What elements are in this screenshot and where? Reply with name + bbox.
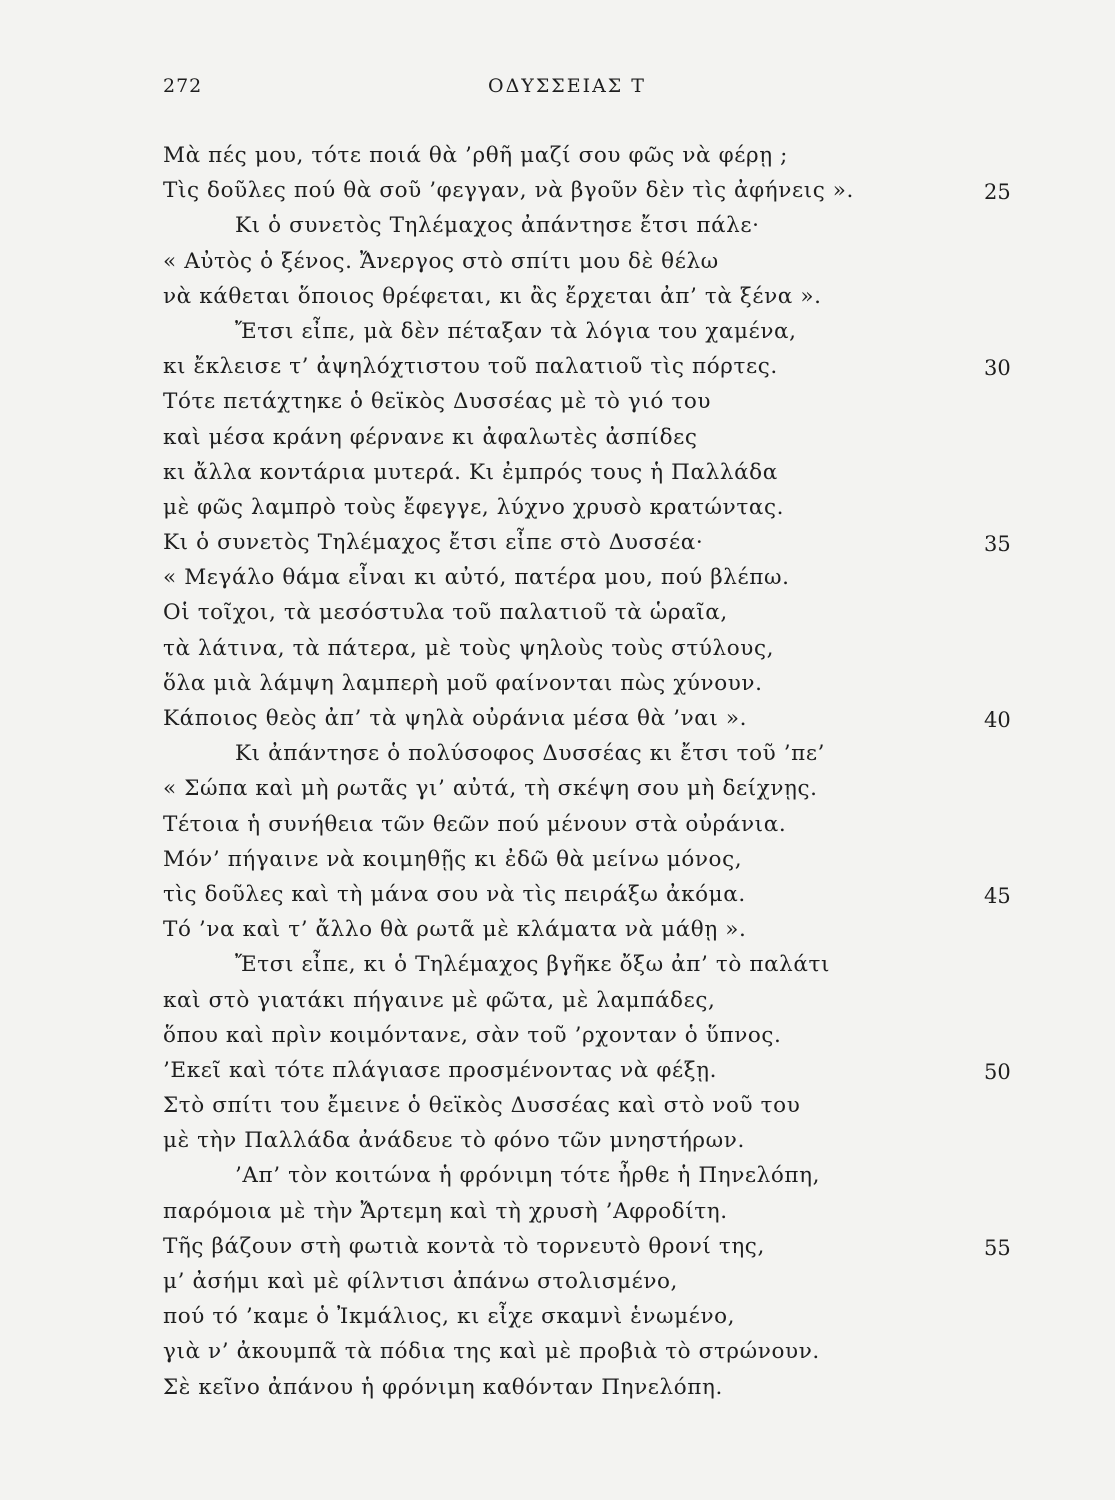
verse-line: Τέτοια ἡ συνήθεια τῶν θεῶν πού μένουν στὰ οὐράνια. (163, 811, 787, 837)
verse-line: νὰ κάθεται ὅποιος θρέφεται, κι ἂς ἔρχεται ἀπ’ τὰ ξένα ». (163, 283, 822, 309)
verse-line: Στὸ σπίτι του ἔμεινε ὁ θεϊκὸς Δυσσέας καὶ στὸ νοῦ του (163, 1093, 801, 1119)
line-number: 55 (984, 1236, 1011, 1261)
page-number: 272 (163, 75, 203, 97)
verse-line: Μὰ πές μου, τότε ποιά θὰ ’ρθῆ μαζί σου φῶς νὰ φέρῃ ; (163, 143, 788, 168)
verse-line: Κι ἀπάντησε ὁ πολύσοφος Δυσσέας κι ἔτσι τοῦ ’πε’ (235, 741, 826, 767)
verse-line: Τὶς δοῦλες πού θὰ σοῦ ’φεγγαν, νὰ βγοῦν δὲν τὶς ἀφήνεις ». (163, 178, 854, 204)
verse-line: παρόμοια μὲ τὴν Ἄρτεμη καὶ τὴ χρυσὴ ’Αφροδίτη. (163, 1198, 728, 1224)
verse-line: τὶς δοῦλες καὶ τὴ μάνα σου νὰ τὶς πειράξω ἀκόμα. (163, 881, 746, 907)
line-number: 50 (984, 1060, 1011, 1085)
verse-line: κι ἔκλεισε τ’ ἀψηλόχτιστου τοῦ παλατιοῦ τὶς πόρτες. (163, 354, 778, 380)
verse-line: πού τό ’καμε ὁ Ἰκμάλιος, κι εἶχε σκαμνὶ ἑνωμένο, (163, 1304, 736, 1330)
verse-line: καὶ μέσα κράνη φέρνανε κι ἀφαλωτὲς ἀσπίδες (163, 424, 698, 450)
verse-line: Τῆς βάζουν στὴ φωτιὰ κοντὰ τὸ τορνευτὸ θρονί της, (163, 1233, 765, 1259)
verse-line: Κάποιος θεὸς ἀπ’ τὰ ψηλὰ οὐράνια μέσα θὰ ’ναι ». (163, 706, 748, 731)
running-title: ΟΔΥΣΣΕΙΑΣ Τ (488, 75, 646, 97)
verse-line: Οἱ τοῖχοι, τὰ μεσόστυλα τοῦ παλατιοῦ τὰ ὡραῖα, (163, 600, 728, 626)
verse-line: Κι ὁ συνετὸς Τηλέμαχος ἔτσι εἶπε στὸ Δυσσέα· (163, 530, 704, 556)
verse-line: καὶ στὸ γιατάκι πήγαινε μὲ φῶτα, μὲ λαμπάδες, (163, 987, 716, 1013)
verse-line: ’Απ’ τὸν κοιτώνα ἡ φρόνιμη τότε ἦρθε ἡ Πηνελόπη, (235, 1163, 821, 1189)
line-number: 45 (984, 884, 1011, 909)
verse-line: « Αὐτὸς ὁ ξένος. Ἄνεργος στὸ σπίτι μου δὲ θέλω (163, 248, 719, 274)
verse-line: μ’ ἀσήμι καὶ μὲ φίλντισι ἀπάνω στολισμένο, (163, 1269, 678, 1294)
verse-line: μὲ τὴν Παλλάδα ἀνάδευε τὸ φόνο τῶν μνηστήρων. (163, 1128, 745, 1154)
line-number: 35 (984, 532, 1011, 557)
line-number: 25 (984, 180, 1011, 205)
verse-line: Κι ὁ συνετὸς Τηλέμαχος ἀπάντησε ἔτσι πάλε· (235, 213, 760, 239)
verse-line: Τό ’να καὶ τ’ ἄλλο θὰ ρωτᾶ μὲ κλάματα νὰ μάθῃ ». (163, 917, 747, 943)
verse-line: « Μεγάλο θάμα εἶναι κι αὐτό, πατέρα μου, πού βλέπω. (163, 565, 790, 591)
verse-line: Σὲ κεῖνο ἀπάνου ἡ φρόνιμη καθόνταν Πηνελόπη. (163, 1374, 723, 1400)
line-number: 40 (984, 708, 1011, 733)
verse-line: Τότε πετάχτηκε ὁ θεϊκὸς Δυσσέας μὲ τὸ γιό του (163, 389, 712, 415)
verse-line: « Σώπα καὶ μὴ ρωτᾶς γι’ αὐτά, τὴ σκέψη σου μὴ δείχνῃς. (163, 776, 818, 802)
verse-line: ὅλα μιὰ λάμψη λαμπερὴ μοῦ φαίνονται πὼς χύνουν. (163, 670, 763, 696)
verse-line: γιὰ ν’ ἀκουμπᾶ τὰ πόδια της καὶ μὲ προβιὰ τὸ στρώνουν. (163, 1339, 820, 1365)
verse-line: ὅπου καὶ πρὶν κοιμόντανε, σὰν τοῦ ’ρχονταν ὁ ὕπνος. (163, 1022, 782, 1048)
verse-line: μὲ φῶς λαμπρὸ τοὺς ἔφεγγε, λύχνο χρυσὸ κρατώντας. (163, 494, 785, 520)
verse-line: ’Εκεῖ καὶ τότε πλάγιασε προσμένοντας νὰ φέξῃ. (163, 1057, 718, 1083)
verse-line: Ἔτσι εἶπε, μὰ δὲν πέταξαν τὰ λόγια του χαμένα, (235, 318, 797, 344)
verse-line: Ἔτσι εἶπε, κι ὁ Τηλέμαχος βγῆκε ὄξω ἀπ’ τὸ παλάτι (235, 952, 831, 978)
line-number: 30 (984, 356, 1011, 381)
verse-text (163, 138, 963, 1405)
verse-line: Μόν’ πήγαινε νὰ κοιμηθῇς κι ἐδῶ θὰ μείνω μόνος, (163, 846, 743, 872)
verse-line: κι ἄλλα κοντάρια μυτερά. Κι ἐμπρός τους ἡ Παλλάδα (163, 459, 778, 485)
verse-line: τὰ λάτινα, τὰ πάτερα, μὲ τοὺς ψηλοὺς τοὺς στύλους, (163, 635, 775, 661)
